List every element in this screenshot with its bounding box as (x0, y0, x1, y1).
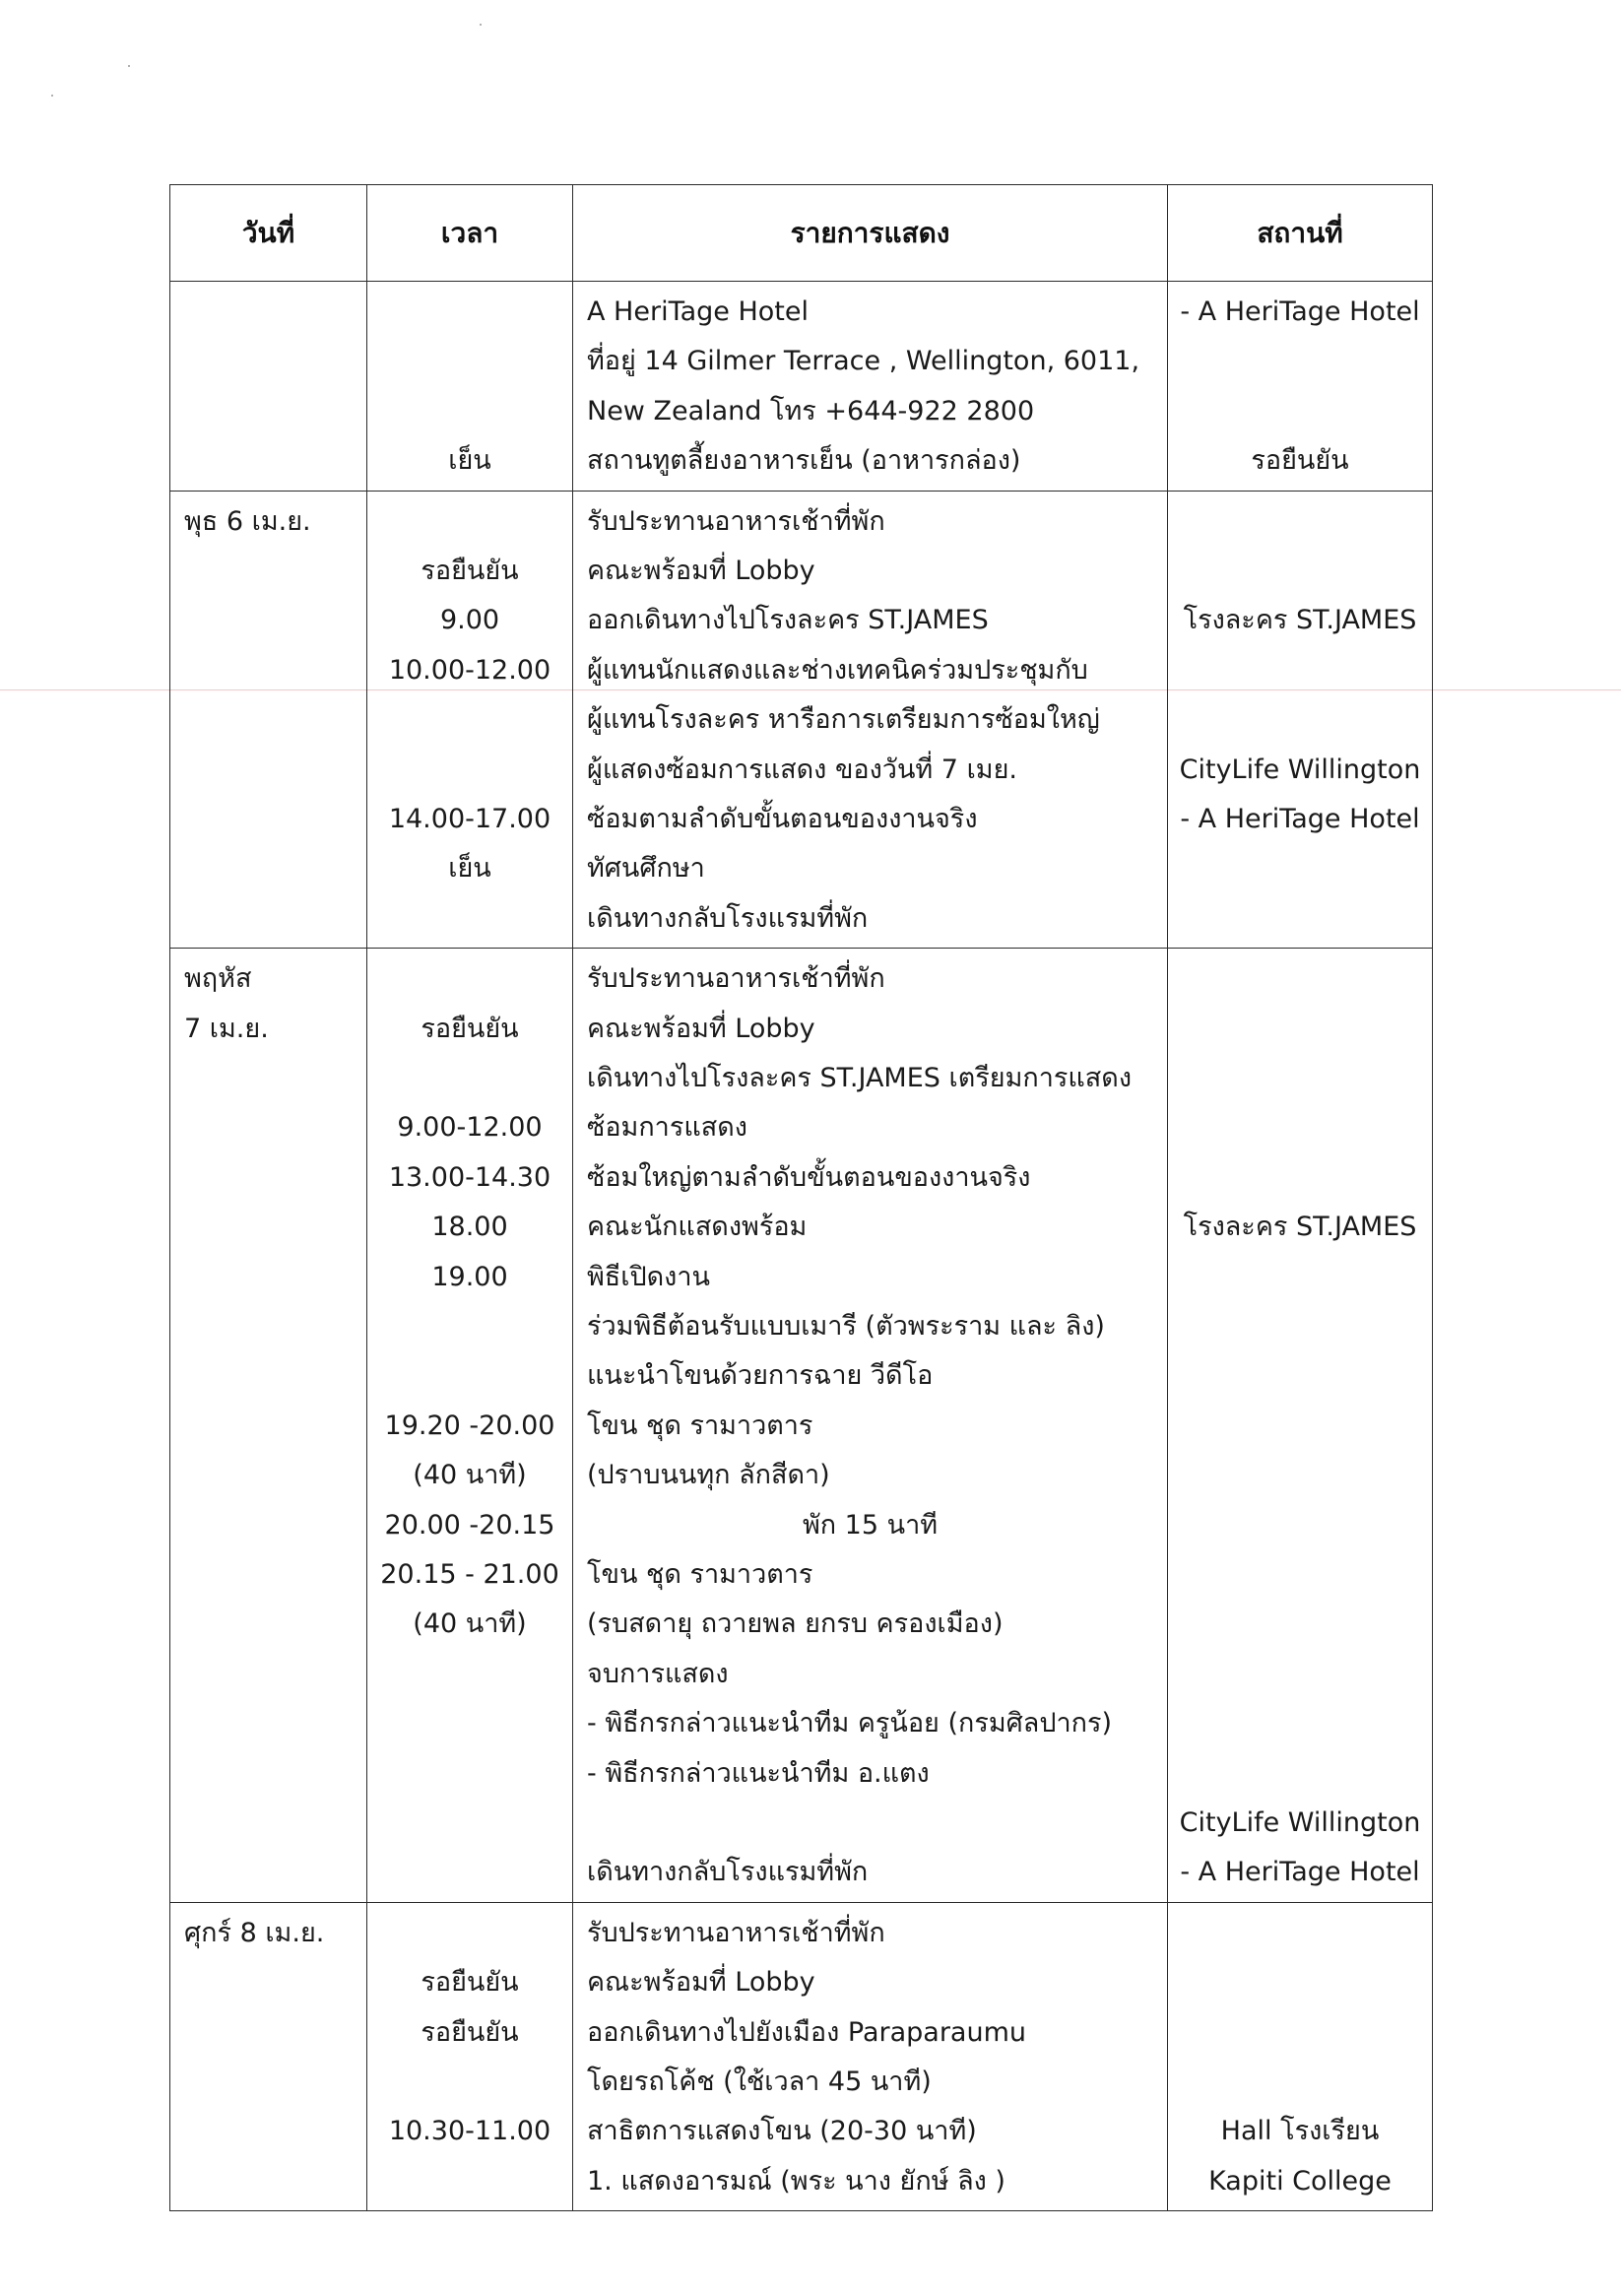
table-row (170, 949, 1433, 1903)
time-line: เย็น (448, 853, 491, 885)
header-venue: สถานที่ (1168, 185, 1433, 282)
venue-line: - A HeriTage Hotel (1180, 296, 1420, 327)
venue-line: โรงละคร ST.JAMES (1183, 1212, 1417, 1243)
table-row (170, 491, 1433, 949)
date-cell (170, 949, 367, 1903)
schedule-body (170, 282, 1433, 2211)
venue-cell (1168, 491, 1433, 949)
venue-cell (1168, 1902, 1433, 2210)
date-line: 7 เม.ย. (184, 1013, 269, 1044)
time-line: เย็น (448, 445, 491, 477)
venue-line: โรงละคร ST.JAMES (1183, 605, 1417, 636)
program-line: รับประทานอาหารเช้าที่พัก (587, 505, 885, 537)
program-line: A HeriTage Hotel (587, 296, 809, 327)
program-line: ซ้อมการแสดง (587, 1112, 747, 1144)
date-cell (170, 282, 367, 492)
program-line: ซ้อมใหญ่ตามลำดับขั้นตอนของงานจริง (587, 1161, 1031, 1193)
program-line: เดินทางไปโรงละคร ST.JAMES เตรียมการแสดง (587, 1062, 1132, 1093)
scan-speck (128, 65, 130, 67)
time-line: 18.00 (431, 1212, 508, 1243)
venue-line: รอยืนยัน (1251, 445, 1349, 477)
program-line: คณะพร้อมที่ Lobby (587, 1967, 815, 1999)
time-line: รอยืนยัน (421, 1967, 519, 1999)
time-cell (367, 282, 573, 492)
time-line: รอยืนยัน (421, 2016, 519, 2048)
program-line: ร่วมพิธีต้อนรับแบบเมารี (ตัวพระราม และ ลิง) (587, 1310, 1105, 1342)
table-header-row (170, 185, 1433, 282)
program-line: ซ้อมตามลำดับขั้นตอนของงานจริง (587, 803, 978, 834)
venue-line: Hall โรงเรียน (1220, 2116, 1380, 2147)
time-line: 20.00 -20.15 (384, 1509, 555, 1541)
scan-speck (480, 24, 482, 26)
program-cell (573, 1902, 1168, 2210)
time-line: 20.15 - 21.00 (380, 1558, 559, 1590)
program-line: คณะนักแสดงพร้อม (587, 1212, 808, 1243)
program-line: คณะพร้อมที่ Lobby (587, 555, 815, 586)
time-line: 19.00 (431, 1261, 508, 1292)
header-time: เวลา (367, 185, 573, 282)
date-cell (170, 1902, 367, 2210)
time-cell (367, 491, 573, 949)
scan-speck (51, 95, 53, 97)
header-date: วันที่ (170, 185, 367, 282)
date-line: ศุกร์ 8 เม.ย. (184, 1917, 325, 1948)
time-line: (40 นาที) (413, 1608, 527, 1640)
time-cell (367, 1902, 573, 2210)
program-line: รับประทานอาหารเช้าที่พัก (587, 1917, 885, 1948)
program-line: คณะพร้อมที่ Lobby (587, 1013, 815, 1044)
time-line: 14.00-17.00 (388, 803, 551, 834)
program-line: ผู้แทนนักแสดงและช่างเทคนิคร่วมประชุมกับ (587, 654, 1088, 686)
program-line: พิธีเปิดงาน (587, 1261, 710, 1292)
table-row (170, 282, 1433, 492)
time-line: 9.00 (439, 605, 500, 636)
date-line: พุธ 6 เม.ย. (184, 505, 311, 537)
time-line: 10.30-11.00 (388, 2116, 551, 2147)
date-cell (170, 491, 367, 949)
time-line: 10.00-12.00 (388, 654, 551, 686)
program-line: ผู้แทนโรงละคร หารือการเตรียมการซ้อมใหญ่ (587, 704, 1100, 736)
program-line: จบการแสดง (587, 1658, 729, 1689)
program-cell (573, 491, 1168, 949)
program-line: (รบสดายุ ถวายพล ยกรบ ครองเมือง) (587, 1608, 1004, 1640)
venue-line: CityLife Willington (1179, 754, 1421, 785)
program-line: สาธิตการแสดงโขน (20-30 นาที) (587, 2116, 977, 2147)
venue-line: Kapiti College (1208, 2165, 1392, 2197)
program-line: เดินทางกลับโรงแรมที่พัก (587, 902, 869, 934)
time-line: 9.00-12.00 (397, 1112, 543, 1144)
program-line: 1. แสดงอารมณ์ (พระ นาง ยักษ์ ลิง ) (587, 2165, 1005, 2197)
program-line: ออกเดินทางไปยังเมือง Paraparaumu (587, 2016, 1026, 2048)
venue-line: - A HeriTage Hotel (1180, 803, 1420, 834)
venue-line: - A HeriTage Hotel (1180, 1857, 1420, 1888)
program-line: - พิธีกรกล่าวแนะนำทีม ครูน้อย (กรมศิลปากร) (587, 1708, 1113, 1739)
program-line: รับประทานอาหารเช้าที่พัก (587, 963, 885, 995)
venue-cell (1168, 282, 1433, 492)
program-line: โดยรถโค้ช (ใช้เวลา 45 นาที) (587, 2066, 932, 2097)
program-line: ผู้แสดงซ้อมการแสดง ของวันที่ 7 เมย. (587, 754, 1017, 785)
program-cell (573, 282, 1168, 492)
program-line: โขน ชุด รามาวตาร (587, 1410, 813, 1441)
venue-line: CityLife Willington (1179, 1806, 1421, 1838)
time-line: รอยืนยัน (421, 555, 519, 586)
program-line: ออกเดินทางไปโรงละคร ST.JAMES (587, 605, 989, 636)
program-line: New Zealand โทร +644-922 2800 (587, 395, 1035, 426)
time-line: รอยืนยัน (421, 1013, 519, 1044)
time-cell (367, 949, 573, 1903)
time-line: 19.20 -20.00 (384, 1410, 555, 1441)
venue-cell (1168, 949, 1433, 1903)
time-line: (40 นาที) (413, 1460, 527, 1491)
program-line: ที่อยู่ 14 Gilmer Terrace , Wellington, 6011, (587, 346, 1140, 377)
program-line: แนะนำโขนด้วยการฉาย วีดีโอ (587, 1360, 934, 1392)
schedule-table (169, 184, 1433, 2211)
program-line: เดินทางกลับโรงแรมที่พัก (587, 1857, 869, 1888)
program-line: โขน ชุด รามาวตาร (587, 1558, 813, 1590)
header-program: รายการแสดง (573, 185, 1168, 282)
program-line: สถานทูตลี้ยงอาหารเย็น (อาหารกล่อง) (587, 445, 1021, 477)
table-row (170, 1902, 1433, 2210)
program-line: พัก 15 นาที (802, 1509, 939, 1541)
date-line: พฤหัส (184, 963, 252, 995)
program-line: - พิธีกรกล่าวแนะนำทีม อ.แตง (587, 1757, 930, 1789)
program-line: (ปราบนนทุก ลักสีดา) (587, 1460, 830, 1491)
program-line: ทัศนศึกษา (587, 853, 705, 885)
time-line: 13.00-14.30 (388, 1161, 551, 1193)
program-cell (573, 949, 1168, 1903)
